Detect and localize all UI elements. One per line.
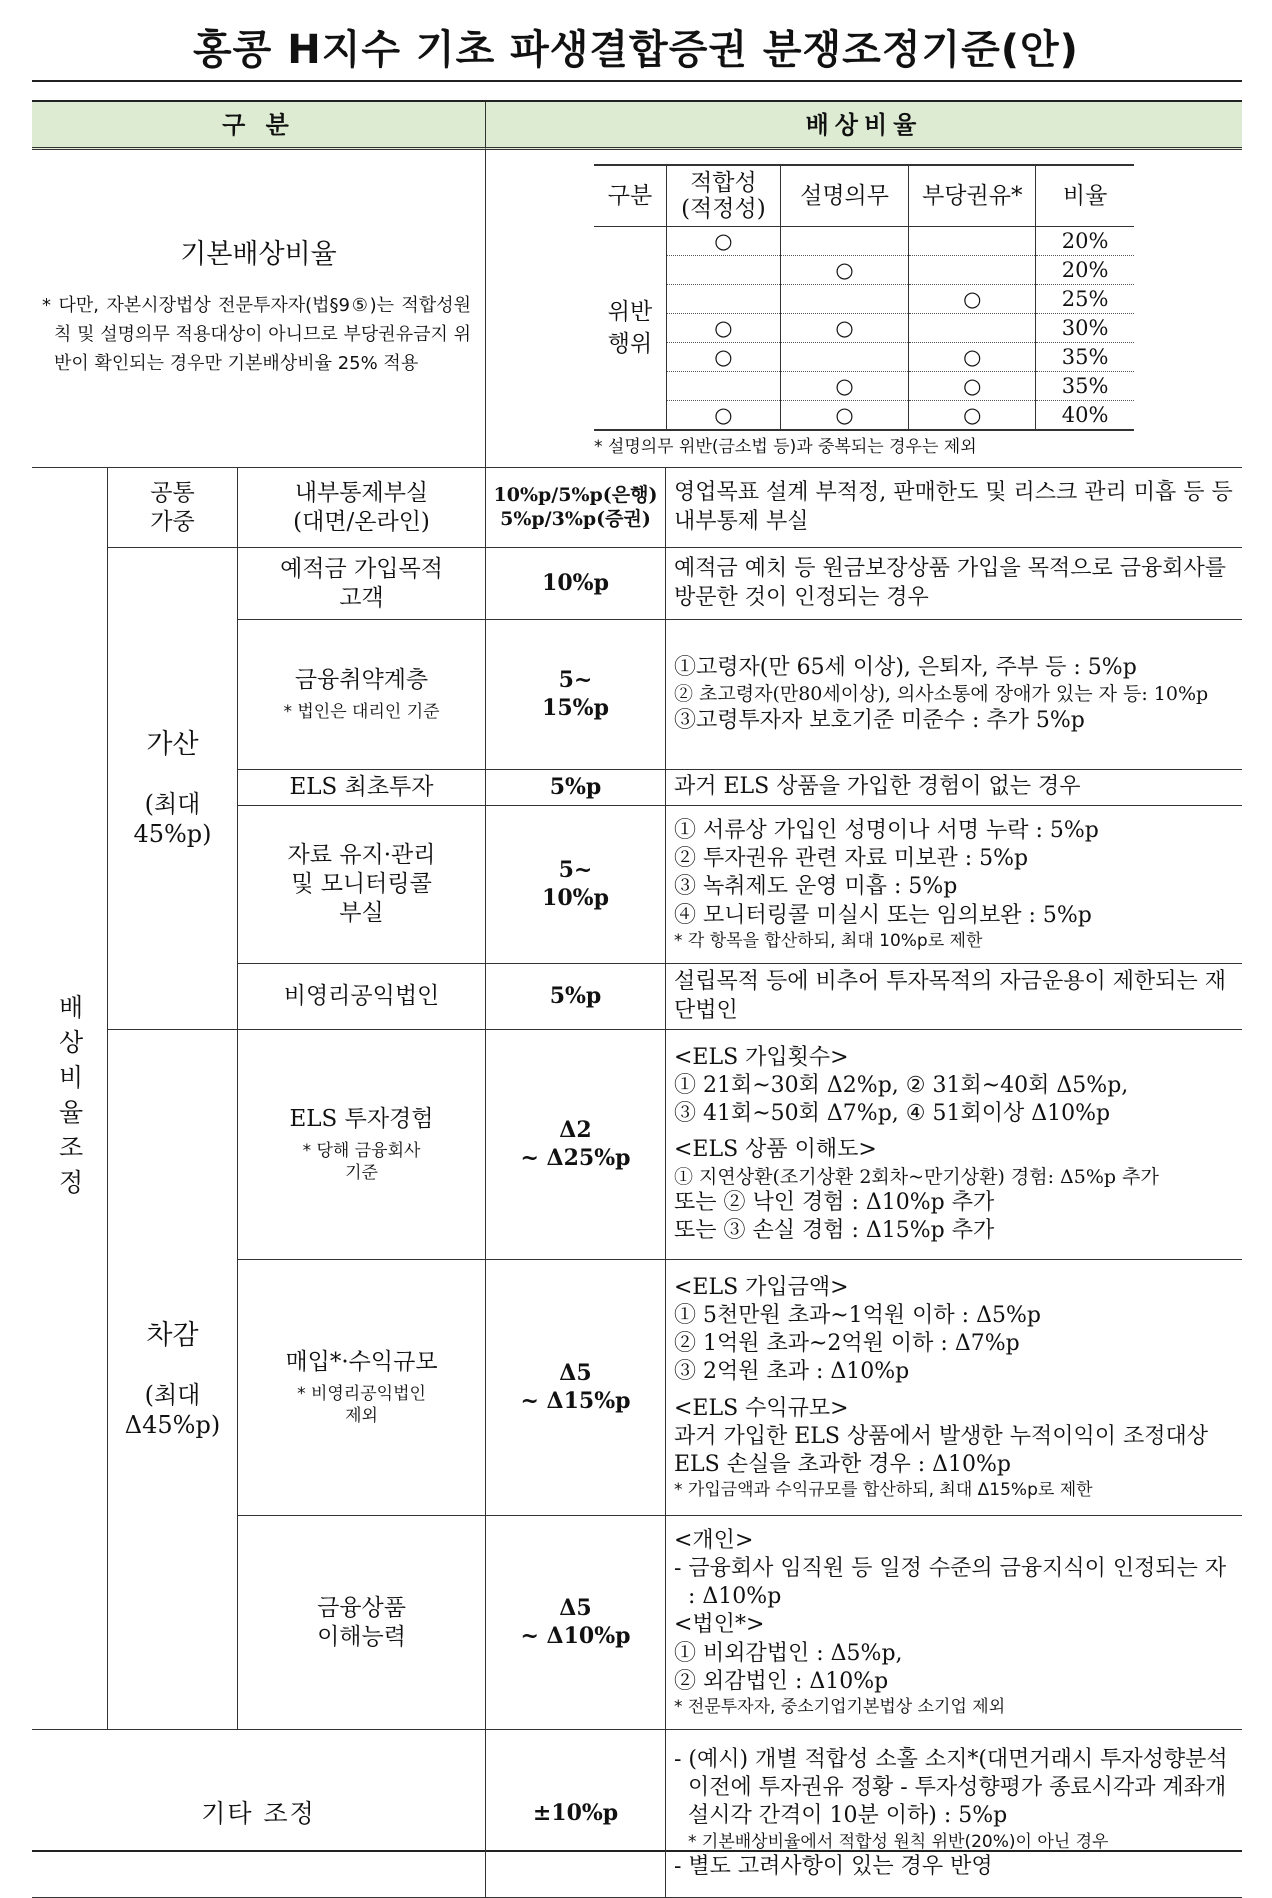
deduct-item-name: ELS 투자경험 (289, 1106, 434, 1133)
violation-row (594, 372, 1134, 401)
deduct-item-desc-title: <법인*> (674, 1612, 765, 1638)
etc-rate: ±10%p (486, 1730, 666, 1898)
add-item-desc-cell (666, 806, 1242, 964)
add-item-desc: ①고령자(만 65세 이상), 은퇴자, 주부 등 : 5%p (674, 655, 1137, 681)
violation-row (594, 256, 1134, 285)
deduct-item-desc-title: <ELS 가입금액> (674, 1274, 849, 1300)
deduct-item-desc: ② 외감법인 : Δ10%p (674, 1668, 889, 1694)
violation-mark: ○ (909, 343, 1036, 372)
violation-mark (780, 285, 909, 314)
add-item-rate: 5%p (486, 770, 666, 806)
deduct-item-desc: ③ 2억원 초과 : Δ10%p (674, 1359, 910, 1385)
deduct-item-desc-title: <ELS 상품 이해도> (674, 1137, 877, 1163)
violation-mark: ○ (780, 314, 909, 343)
header-rate: 배상비율 (486, 102, 1242, 150)
basic-rate-note: * 다만, 자본시장법상 전문투자자(법§9⑤)는 적합성원칙 및 설명의무 적용대상이 아니므로 부당권유금지 위반이 확인되는 경우만 기본배상비율 25% 적용 (42, 295, 471, 374)
deduct-item-desc-cell (666, 1516, 1242, 1730)
violation-rate: 25% (1036, 285, 1134, 314)
add-item-desc: ① 서류상 가입인 성명이나 서명 누락 : 5%p (674, 818, 1099, 844)
add-item-desc: 설립목적 등에 비추어 투자목적의 자금운용이 제한되는 재단법인 (666, 964, 1242, 1030)
deduct-item-desc: ③ 41회~50회 Δ7%p, ④ 51회이상 Δ10%p (674, 1101, 1111, 1127)
deduct-group-max: (최대 Δ45%p) (124, 1381, 221, 1440)
violation-mark: ○ (909, 372, 1036, 401)
etc-label: 기타 조정 (32, 1730, 486, 1898)
deduct-item-desc: - 금융회사 임직원 등 일정 수준의 금융지식이 인정되는 자 : Δ10%p (674, 1556, 1227, 1610)
header-category: 구 분 (32, 102, 486, 150)
violation-header-suitability: 적합성 (적정성) (667, 165, 781, 227)
basic-rate-table-cell (486, 150, 1242, 468)
violation-rate: 20% (1036, 256, 1134, 285)
etc-desc-cell (666, 1730, 1242, 1898)
page-title: 홍콩 H지수 기초 파생결합증권 분쟁조정기준(안) (193, 27, 1079, 73)
add-item-desc: ② 투자권유 관련 자료 미보관 : 5%p (674, 846, 1029, 872)
violation-row (594, 285, 1134, 314)
add-item-name: 예적금 가입목적 고객 (238, 548, 486, 620)
violation-mark (667, 372, 781, 401)
deduct-item-sub: * 비영리공익법인 제외 (297, 1383, 426, 1426)
deduct-item-desc-title: <개인> (674, 1527, 754, 1553)
deduct-item-desc: 과거 가입한 ELS 상품에서 발생한 누적이익이 조정대상 ELS 손실을 초과한 경우 : Δ10%p (674, 1423, 1208, 1477)
violation-rate-table (594, 164, 1134, 431)
add-item-desc: ④ 모니터링콜 미실시 또는 임의보완 : 5%p (674, 902, 1092, 928)
basic-rate-cell (32, 150, 486, 468)
basic-rate-title: 기본배상비율 (180, 239, 337, 271)
add-group-label: 가산 (146, 728, 199, 760)
adjust-label-cell (32, 468, 108, 1730)
deduct-item-desc-title: <ELS 가입횟수> (674, 1044, 849, 1070)
add-item-sub: * 법인은 대리인 기준 (283, 701, 440, 722)
etc-desc: - (예시) 개별 적합성 소홀 소지*(대면거래시 투자성향분석 이전에 투자권유 정황 - 투자성향평가 종료시각과 계좌개설시각 간격이 10분 이하) : 5%p (674, 1747, 1228, 1829)
violation-row (594, 343, 1134, 372)
violation-mark (909, 314, 1036, 343)
add-item-name: 자료 유지·관리 및 모니터링콜 부실 (238, 806, 486, 964)
violation-rate: 20% (1036, 227, 1134, 256)
common-item-desc: 영업목표 설계 부적정, 판매한도 및 리스크 관리 미흡 등 등 내부통제 부실 (666, 468, 1242, 548)
add-item-rate: 5~ 15%p (486, 620, 666, 770)
deduct-item-cell (238, 1260, 486, 1516)
add-item-desc-cell (666, 620, 1242, 770)
violation-row (594, 314, 1134, 343)
add-group-max: (최대 45%p) (133, 790, 212, 849)
violation-rate: 35% (1036, 372, 1134, 401)
deduct-item-note: * 가입금액과 수익규모를 합산하되, 최대 Δ15%p로 제한 (674, 1480, 1093, 1500)
violation-mark: ○ (667, 227, 781, 256)
add-item-note: * 각 항목을 합산하되, 최대 10%p로 제한 (674, 930, 983, 951)
deduct-item-rate: Δ5 ~ Δ15%p (486, 1260, 666, 1516)
violation-mark (667, 285, 781, 314)
add-item-name: 비영리공익법인 (238, 964, 486, 1030)
violation-mark: ○ (780, 372, 909, 401)
violation-mark: ○ (909, 285, 1036, 314)
criteria-table (32, 100, 1242, 1879)
violation-row (594, 401, 1134, 431)
violation-header-explanation: 설명의무 (780, 165, 909, 227)
violation-mark: ○ (780, 256, 909, 285)
deduct-item-rate: Δ5 ~ Δ10%p (486, 1516, 666, 1730)
add-item-desc: 예적금 예치 등 원금보장상품 가입을 목적으로 금융회사를 방문한 것이 인정되는 경우 (666, 548, 1242, 620)
deduct-item-sub: * 당해 금융회사 기준 (302, 1140, 421, 1183)
deduct-item-desc: ② 1억원 초과~2억원 이하 : Δ7%p (674, 1331, 1020, 1357)
violation-mark (909, 256, 1036, 285)
deduct-item-desc: ① 21회~30회 Δ2%p, ② 31회~40회 Δ5%p, (674, 1073, 1129, 1099)
violation-mark (909, 227, 1036, 256)
violation-mark: ○ (667, 343, 781, 372)
violation-rate: 35% (1036, 343, 1134, 372)
deduct-group-label: 차감 (146, 1319, 199, 1351)
violation-group-label: 위반 행위 (594, 227, 667, 431)
deduct-item-desc-cell (666, 1030, 1242, 1260)
adjust-label: 배상비율조정 (55, 993, 85, 1204)
add-item-rate: 5~ 10%p (486, 806, 666, 964)
violation-mark: ○ (667, 401, 781, 431)
deduct-item-desc: 또는 ② 낙인 경험 : Δ10%p 추가 (674, 1189, 995, 1215)
deduct-item-name: 금융상품 이해능력 (238, 1516, 486, 1730)
common-item-rate: 10%p/5%p(은행) 5%p/3%p(증권) (486, 468, 666, 548)
add-item-desc: ② 초고령자(만80세이상), 의사소통에 장애가 있는 자 등: 10%p (674, 683, 1209, 706)
add-group-cell (108, 548, 238, 1030)
deduct-item-desc: ① 지연상환(조기상환 2회차~만기상환) 경험: Δ5%p 추가 (674, 1165, 1159, 1188)
deduct-item-desc: ① 5천만원 초과~1억원 이하 : Δ5%p (674, 1303, 1041, 1329)
deduct-item-desc: ① 비외감법인 : Δ5%p, (674, 1640, 903, 1666)
title-divider (32, 80, 1242, 82)
violation-header-unfair: 부당권유* (909, 165, 1036, 227)
violation-header-rate: 비율 (1036, 165, 1134, 227)
add-item-cell (238, 620, 486, 770)
deduct-item-desc-title: <ELS 수익규모> (674, 1395, 849, 1421)
common-item-name: 내부통제부실 (대면/온라인) (238, 468, 486, 548)
deduct-item-name: 매입*·수익규모 (285, 1349, 438, 1376)
add-item-name: 금융취약계층 (294, 667, 429, 694)
violation-rate: 40% (1036, 401, 1134, 431)
add-item-rate: 5%p (486, 964, 666, 1030)
deduct-item-note: * 전문투자자, 중소기업기본법상 소기업 제외 (674, 1696, 1006, 1717)
violation-mark (780, 227, 909, 256)
violation-mark: ○ (667, 314, 781, 343)
violation-mark: ○ (909, 401, 1036, 431)
violation-row (594, 227, 1134, 256)
deduct-group-cell (108, 1030, 238, 1730)
add-item-name: ELS 최초투자 (238, 770, 486, 806)
deduct-item-desc-cell (666, 1260, 1242, 1516)
add-item-rate: 10%p (486, 548, 666, 620)
violation-footnote: * 설명의무 위반(금소법 등)과 중복되는 경우는 제외 (594, 437, 977, 458)
add-item-desc: 과거 ELS 상품을 가입한 경험이 없는 경우 (666, 770, 1242, 806)
violation-rate: 30% (1036, 314, 1134, 343)
violation-mark (667, 256, 781, 285)
add-item-desc: ③ 녹취제도 운영 미흡 : 5%p (674, 874, 958, 900)
violation-header-type: 구분 (594, 165, 667, 227)
deduct-item-rate: Δ2 ~ Δ25%p (486, 1030, 666, 1260)
violation-mark: ○ (780, 401, 909, 431)
etc-note: * 기본배상비율에서 적합성 원칙 위반(20%)이 아닌 경우 (688, 1831, 1109, 1852)
deduct-item-desc: 또는 ③ 손실 경험 : Δ15%p 추가 (674, 1217, 995, 1243)
add-item-desc: ③고령투자자 보호기준 미준수 : 추가 5%p (674, 707, 1085, 733)
violation-mark (780, 343, 909, 372)
deduct-item-cell (238, 1030, 486, 1260)
etc-desc-2: - 별도 고려사항이 있는 경우 반영 (674, 1853, 993, 1879)
common-group-label: 공통 가중 (108, 468, 238, 548)
